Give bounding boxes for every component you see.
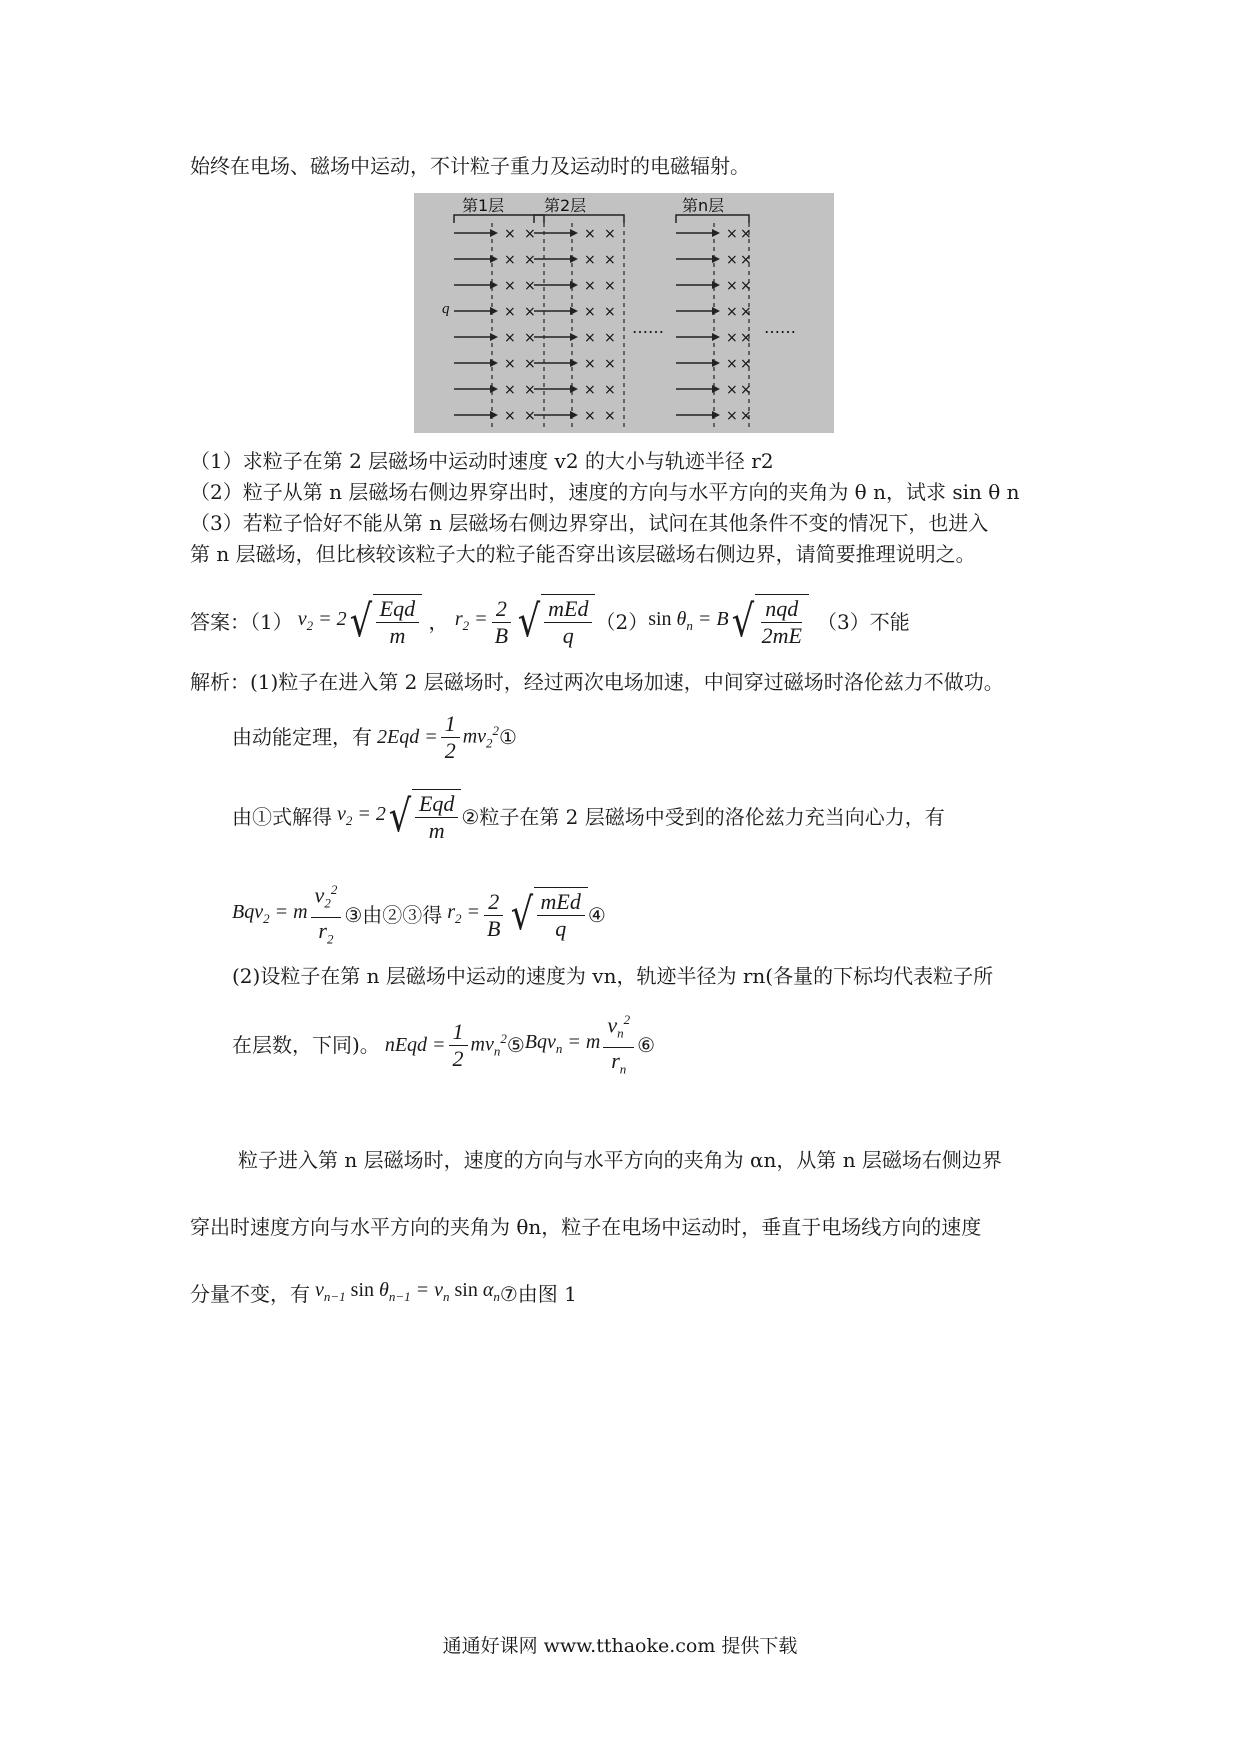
magnetic-cross: × <box>726 278 738 294</box>
magnetic-cross: × <box>504 304 516 320</box>
magnetic-cross: × <box>584 356 596 372</box>
magnetic-cross: × <box>604 278 616 294</box>
answer-part2: （2） <box>595 610 649 634</box>
magnetic-cross: × <box>584 278 596 294</box>
analysis-line3: 由①式解得 $v_2 = 2$ √ $\frac{\text{Eqd}}{m}$ ② 粒子在第 2 层磁场中受到的洛伦兹力充当向心力，有 <box>232 791 945 843</box>
magnetic-cross: × <box>604 252 616 268</box>
magnetic-cross: × <box>740 408 752 424</box>
mark-1: ① <box>499 725 517 749</box>
page-footer: 通通好课网 www.tthaoke.com 提供下载 <box>442 1635 798 1657</box>
magnetic-cross: × <box>726 252 738 268</box>
analysis-line8: 穿出时速度方向与水平方向的夹角为 θn，粒子在电场中运动时，垂直于电场线方向的速度 <box>190 1215 982 1239</box>
answer-line: 答案：（1） $v_2 = 2$ √ $\frac{\text{Eqd}}{m}$ ， $r_2$ = $\frac{2}{B}$ √ $\frac{\text{mEd}}{q}$ （2） $\sin \theta_n = B$ √ $\frac{\text{nqd}}{2mE}$ （3）不能 <box>190 595 910 648</box>
magnetic-cross: × <box>740 382 752 398</box>
sqrt-eqd-m: √ $\frac{\text{Eqd}}{m}$ <box>347 594 423 650</box>
question-2: （2）粒子从第 n 层磁场右侧边界穿出时，速度的方向与水平方向的夹角为 θ n，试求 sin θ n <box>190 480 1020 504</box>
layer2-label: 第2层 <box>544 196 587 215</box>
magnetic-cross: × <box>604 304 616 320</box>
magnetic-cross: × <box>524 356 536 372</box>
mark-5: ⑤ <box>506 1033 525 1057</box>
analysis-line2: 由动能定理，有 2Eqd = $\frac{1}{2}$ $mv_2^2$ ① <box>232 710 517 763</box>
field-layers-figure <box>414 193 834 433</box>
magnetic-cross: × <box>740 330 752 346</box>
magnetic-cross: × <box>524 408 536 424</box>
magnetic-cross: × <box>584 382 596 398</box>
intro-line: 始终在电场、磁场中运动，不计粒子重力及运动时的电磁辐射。 <box>190 154 750 178</box>
analysis-line4: Bqv$_2$ = m $\frac{v_2^2}{r_2}$ ③ 由②③得 $r_2$ = $\frac{2}{B}$ √ $\frac{\text{mEd}}{q}$ ④ <box>232 880 606 950</box>
magnetic-cross: × <box>726 382 738 398</box>
magnetic-cross: × <box>584 252 596 268</box>
layern-label: 第n层 <box>682 196 725 215</box>
magnetic-cross: × <box>504 408 516 424</box>
magnetic-cross: × <box>584 408 596 424</box>
magnetic-cross: × <box>524 226 536 242</box>
magnetic-cross: × <box>504 278 516 294</box>
mark-2: ② <box>461 805 480 829</box>
magnetic-cross: × <box>726 408 738 424</box>
magnetic-cross: × <box>726 356 738 372</box>
magnetic-cross: × <box>504 356 516 372</box>
magnetic-cross: × <box>726 330 738 346</box>
magnetic-cross: × <box>604 382 616 398</box>
magnetic-cross: × <box>584 226 596 242</box>
question-3-line2: 第 n 层磁场，但比核较该粒子大的粒子能否穿出该层磁场右侧边界，请简要推理说明之。 <box>190 542 976 566</box>
mark-4: ④ <box>587 903 606 927</box>
magnetic-cross: × <box>524 382 536 398</box>
question-1: （1）求粒子在第 2 层磁场中运动时速度 v2 的大小与轨迹半径 r2 <box>190 449 774 473</box>
magnetic-cross: × <box>524 304 536 320</box>
question-3-line1: （3）若粒子恰好不能从第 n 层磁场右侧边界穿出，试问在其他条件不变的情况下，也进入 <box>190 511 989 535</box>
magnetic-cross: × <box>504 382 516 398</box>
magnetic-cross: × <box>740 252 752 268</box>
magnetic-cross: × <box>504 330 516 346</box>
magnetic-cross: × <box>604 356 616 372</box>
magnetic-cross: × <box>740 356 752 372</box>
mark-6: ⑥ <box>637 1033 656 1057</box>
answer-prefix: 答案：（1） <box>190 610 293 634</box>
field-diagram <box>414 193 834 433</box>
magnetic-cross: × <box>604 330 616 346</box>
magnetic-cross: × <box>584 330 596 346</box>
analysis-line9: 分量不变，有 $v_{n-1}$ $\sin \theta_{n-1} = v_n$ $\sin \alpha_n$ ⑦ 由图 1 <box>190 1279 577 1306</box>
answer-sin-formula: $\sin \theta_n = B$ <box>648 607 729 633</box>
magnetic-cross: × <box>740 278 752 294</box>
mark-7: ⑦ <box>499 1281 518 1306</box>
magnetic-cross: × <box>740 304 752 320</box>
analysis-line5: (2)设粒子在第 n 层磁场中运动的速度为 vn，轨迹半径为 rn(各量的下标均代表粒子所 <box>232 964 994 988</box>
magnetic-cross: × <box>726 304 738 320</box>
magnetic-cross: × <box>504 226 516 242</box>
magnetic-cross: × <box>584 304 596 320</box>
magnetic-cross: × <box>740 226 752 242</box>
layer1-label: 第1层 <box>462 196 505 215</box>
analysis-line7: 粒子进入第 n 层磁场时，速度的方向与水平方向的夹角为 αn，从第 n 层磁场右侧边界 <box>238 1148 1002 1172</box>
magnetic-cross: × <box>504 252 516 268</box>
mark-3: ③ <box>344 903 363 927</box>
magnetic-cross: × <box>604 226 616 242</box>
ellipsis-right: …… <box>764 318 796 337</box>
charge-label: q <box>442 301 450 317</box>
answer-part3: （3）不能 <box>816 610 910 634</box>
magnetic-cross: × <box>726 226 738 242</box>
ellipsis-mid: …… <box>632 318 664 337</box>
magnetic-cross: × <box>524 252 536 268</box>
answer-r2-formula: $r_2$ = <box>454 607 488 633</box>
analysis-line6: 在层数，下同)。 nEqd = $\frac{1}{2}$ $mv_n^2$ ⑤ Bqv$_n$ = m $\frac{v_n^2}{r_n}$ ⑥ <box>232 1010 655 1080</box>
magnetic-cross: × <box>524 330 536 346</box>
answer-v2-formula: $v_2 = 2$ <box>292 607 347 633</box>
magnetic-cross: × <box>604 408 616 424</box>
analysis-line1: 解析：(1)粒子在进入第 2 层磁场时，经过两次电场加速，中间穿过磁场时洛伦兹力不做功。 <box>190 670 1004 694</box>
magnetic-cross: × <box>524 278 536 294</box>
